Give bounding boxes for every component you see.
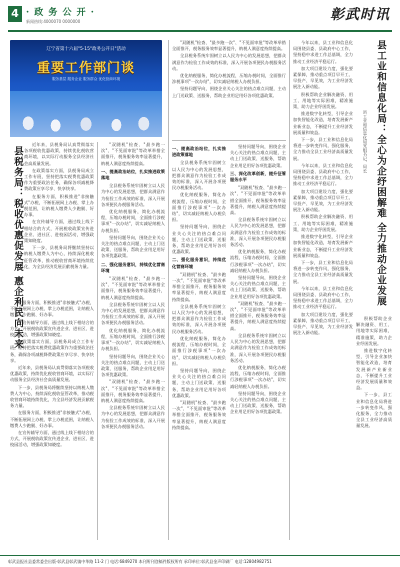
header-rule	[8, 30, 392, 32]
right-article-body	[293, 40, 353, 540]
middle-paragraph: 全县税务系统牢固树立以人民为中心的发展思想，把群众满意作为检验工作成效的标准，深入开展各项便民办税服务活动。	[101, 405, 165, 429]
page-footer: 彰武县报社县委常委会出版·彰武县彰武镇中华路 11-2 门 电话:6849270 本刊所刊登稿件版权所有 承印单位:彰武县金声印刷厂 电话:12804982751	[0, 555, 400, 567]
right-article-byline: 县工业和信息化局党组书记、局长	[363, 110, 368, 173]
left-paragraph: 下一步，县税务局将继续坚持以纳税人缴费人为中心，持续深化税收征管改革，推动税收营商环境持续优化，为全县经济发展贡献税务力量。	[10, 384, 94, 409]
middle-subhead: 一、提高政治站位，扎实推进政策落地	[101, 168, 165, 181]
middle-subhead: 二、强化服务意识，持续优化营商环境	[101, 261, 165, 273]
right-paragraph: 今年以来，县工业和信息化局围绕县委、县政府中心工作，坚持稳中求进工作总基调，全力推动工业经济平稳运行。	[293, 40, 353, 64]
header-meta: 新闻热线:4000070 ‌0000000	[26, 19, 81, 24]
middle-paragraph: 全县税务系统牢固树立以人民为中心的发展思想，把群众满意作为检验工作成效的标准，深入开展各项便民办税服务活动。	[172, 303, 226, 334]
middle-paragraph: 坚持问题导向，围绕企业关心关注的热点难点问题，主动上门送政策、送服务，帮助企业用足用好各项优惠政策。	[101, 353, 165, 378]
left-paragraph: 在宣传辅导方面，通过线上线下相结合的方式，开展税收政策宣传进企业、进社区、进校园活动，增强政策知晓度。	[10, 430, 94, 448]
middle-paragraph: 优化纳税服务，简化办税流程，压缩办税时间，全面推行涉税事项"一次办结"，切实减轻纳税人办税负担。	[230, 364, 286, 389]
left-paragraph: 近年来，县税务局认真贯彻落实各项税收优惠政策，持续优化税收营商环境，以实际行动服务全县经济社会高质量发展。	[10, 365, 94, 383]
left-paragraph: 在宣传辅导方面，通过线上线下相结合的方式，开展税收政策宣传进企业、进社区、进校园活动，增强政策知晓度。	[10, 319, 94, 338]
column-divider	[289, 40, 290, 540]
banner-caption: 服务基层 服务企业 服务群众 优化营商环境	[51, 77, 121, 81]
left-paragraph: 在政策落实方面，县税务局成立工作专班，坚持把落实税费优惠政策作为重要政治任务，确保各项减税降费政策应享尽享、快享快享。	[10, 339, 94, 363]
middle-paragraph: 坚持问题导向，围绕企业关心关注的热点难点问题，主动上门送政策、送服务，帮助企业用足用好各项优惠政策。	[172, 367, 226, 398]
section-title: · 政 务 公 开 ·	[26, 8, 95, 18]
left-paragraph: 近年来，县税务局认真贯彻落实各项税收优惠政策，持续优化税收营商环境，以实际行动服务全县经济社会高质量发展。	[24, 142, 94, 166]
middle-paragraph: 全县税务系统牢固树立以人民为中心的发展思想，把群众满意作为检验工作成效的标准，深入开展各项便民办税服务活动。	[172, 160, 226, 191]
middle-subhead: 一、提高政治站位，扎实推进政策落地	[172, 146, 226, 158]
right-paragraph: 今年以来，县工业和信息化局围绕县委、县政府中心工作，坚持稳中求进工作总基调，全力推动工业经济平稳运行。	[293, 285, 353, 310]
right-paragraph: 今年以来，县工业和信息化局围绕县委、县政府中心工作，坚持稳中求进工作总基调，全力推动工业经济平稳运行。	[293, 162, 353, 187]
right-paragraph: 下一步，县工业和信息化局将进一步转变作风，强化服务，全力推动全县工业经济高质量发展。	[356, 392, 392, 429]
middle-paragraph: 优化纳税服务，简化办税流程，压缩办税时间，全面推行涉税事项"一次办结"，切实减轻纳税人办税负担。	[172, 192, 226, 223]
middle-paragraph: "双随机"检查、"最多跑一次"、"不见面审批"等改革举措全面推开，税务服务效率显著提升，纳税人满意度持续提高。	[101, 276, 165, 300]
page-header	[0, 0, 400, 32]
left-paragraph: 在政策落实方面，县税务局成立工作专班，坚持把落实税费优惠政策作为重要政治任务，确保各项减税降费政策应享尽享、快享快享。	[24, 167, 94, 192]
middle-paragraph: "双随机"检查、"最多跑一次"、"不见面审批"等改革举措全面推开，税务服务效率显著提升，纳税人满意度持续提高。	[101, 379, 165, 403]
right-paragraph: 加大项目建设力度，强化要素保障，推动重点项目早开工、早投产、早见效，为工业经济发展注入新动能。	[293, 188, 353, 213]
right-paragraph: 积极帮助企业解决融资、用工、用地等实际困难，精准施策，助力企业纾困发展。	[293, 91, 353, 110]
middle-paragraph: 坚持问题导向，围绕企业关心关注的热点难点问题，主动上门送政策、送服务，帮助企业用足用好各项优惠政策。	[230, 144, 286, 168]
middle-top-block	[172, 40, 286, 140]
middle-paragraph: 全县税务系统牢固树立以人民为中心的发展思想，把群众满意作为检验工作成效的标准，深入开展各项便民办税服务活动。	[172, 53, 286, 71]
right-paragraph: 积极帮助企业解决融资、用工、用地等实际困难，精准施策，助力企业纾困发展。	[356, 316, 392, 346]
middle-left-column	[101, 142, 165, 540]
middle-paragraph: "双随机"检查、"最多跑一次"、"不见面审批"等改革举措全面推开，税务服务效率显著提升，纳税人满意度持续提高。	[172, 271, 226, 302]
middle-paragraph: 优化纳税服务，简化办税流程，压缩办税时间，全面推行涉税事项"一次办结"，切实减轻纳税人办税负担。	[230, 249, 286, 273]
middle-paragraph: 坚持问题导向，围绕企业关心关注的热点难点问题，主动上门送政策、送服务，帮助企业用足用好各项优惠政策。	[172, 86, 286, 98]
banner-title: 重要工作部门谈	[36, 61, 135, 76]
middle-paragraph: "双随机"检查、"最多跑一次"、"不见面审批"等改革举措全面推开，税务服务效率显著提升，纳税人满意度持续提高。	[230, 185, 286, 216]
column-divider	[168, 40, 169, 540]
column-divider	[97, 142, 98, 540]
middle-paragraph: 坚持问题导向，围绕企业关心关注的热点难点问题，主动上门送政策、送服务，帮助企业用足用好各项优惠政策。	[230, 275, 286, 299]
middle-subhead: 三、深化改革创新，提升征管服务水平	[230, 170, 286, 183]
right-article-title: 县工业和信息化局：全心为企纾困解难 全力推动企业发展	[375, 40, 386, 307]
middle-column-a	[172, 144, 226, 540]
banner-image	[10, 40, 162, 137]
middle-paragraph: "双随机"检查、"最多跑一次"、"不见面审批"等改革举措全面推开，税务服务效率显著提升，纳税人满意度持续提高。	[230, 300, 286, 331]
masthead-logo: 彰武时讯	[330, 7, 390, 23]
middle-paragraph: 优化纳税服务，简化办税流程，压缩办税时间，全面推行涉税事项"一次办结"，切实减轻纳税人办税负担。	[172, 335, 226, 366]
right-paragraph: 加大项目建设力度，强化要素保障，推动重点项目早开工、早投产、早见效，为工业经济发展注入新动能。	[293, 311, 353, 336]
middle-paragraph: 全县税务系统牢固树立以人民为中心的发展思想，把群众满意作为检验工作成效的标准，深入开展各项便民办税服务活动。	[101, 183, 165, 207]
middle-paragraph: 坚持问题导向，围绕企业关心关注的热点难点问题，主动上门送政策、送服务，帮助企业用足用好各项优惠政策。	[230, 390, 286, 415]
middle-paragraph: 全县税务系统牢固树立以人民为中心的发展思想，把群众满意作为检验工作成效的标准，深入开展各项便民办税服务活动。	[230, 217, 286, 248]
left-paragraph: 在服务方面，积极推进"非接触式"办税，不断拓展网上办税、掌上办税范围，让纳税人缴费人少跑腿、好办事。	[10, 300, 94, 318]
middle-paragraph: "双随机"检查、"最多跑一次"、"不见面审批"等改革举措全面推开，税务服务效率显著提升，纳税人满意度持续提高。	[172, 399, 226, 430]
banner-top-line: 辽宁省第十六届"5·15"政务公开日"活动	[46, 47, 126, 52]
banner-photo	[10, 91, 162, 137]
left-paragraph: 下一步，县税务局将继续坚持以纳税人缴费人为中心，持续深化税收征管改革，推动税收营商环境持续优化，为全县经济发展贡献税务力量。	[24, 245, 94, 269]
middle-paragraph: "双随机"检查、"最多跑一次"、"不见面审批"等改革举措全面推开，税务服务效率显著提升，纳税人满意度持续提高。	[101, 142, 165, 166]
right-paragraph: 积极帮助企业解决融资、用工、用地等实际困难，精准施策，助力企业纾困发展。	[293, 214, 353, 232]
middle-paragraph: 坚持问题导向，围绕企业关心关注的热点难点问题，主动上门送政策、送服务，帮助企业用足用好各项优惠政策。	[172, 224, 226, 255]
middle-paragraph: 优化纳税服务，简化办税流程，压缩办税时间，全面推行涉税事项"一次办结"，切实减轻纳税人办税负担。	[172, 73, 286, 85]
right-paragraph: 推进数字化转型，引导企业加快智能化改造，培育发展新产业新业态，不断提升工业经济发展质量和效益。	[293, 111, 353, 135]
left-article-title: 县税务局：税收优惠促发展 惠企利民向未来	[12, 146, 23, 350]
right-paragraph: 下一步，县工业和信息化局将进一步转变作风，强化服务，全力推动全县工业经济高质量发展。	[293, 259, 353, 284]
middle-subhead: 二、强化服务意识，持续优化营商环境	[172, 257, 226, 269]
right-paragraph: 推进数字化转型，引导企业加快智能化改造，培育发展新产业新业态，不断提升工业经济发展质量和效益。	[356, 348, 392, 391]
middle-paragraph: 优化纳税服务，简化办税流程，压缩办税时间，全面推行涉税事项"一次办结"，切实减轻纳税人办税负担。	[101, 209, 165, 233]
right-paragraph: 下一步，县工业和信息化局将进一步转变作风，强化服务，全力推动全县工业经济高质量发展。	[293, 137, 353, 161]
middle-paragraph: 坚持问题导向，围绕企业关心关注的热点难点问题，主动上门送政策、送服务，帮助企业用足用好各项优惠政策。	[101, 234, 165, 259]
middle-paragraph: "双随机"检查、"最多跑一次"、"不见面审批"等改革举措全面推开，税务服务效率显著提升，纳税人满意度持续提高。	[172, 40, 286, 52]
right-paragraph: 推进数字化转型，引导企业加快智能化改造，培育发展新产业新业态，不断提升工业经济发展质量和效益。	[293, 234, 353, 258]
block-divider	[172, 140, 286, 141]
middle-paragraph: 全县税务系统牢固树立以人民为中心的发展思想，把群众满意作为检验工作成效的标准，深入开展各项便民办税服务活动。	[101, 301, 165, 326]
middle-column-b	[230, 144, 286, 540]
right-article-continued	[356, 316, 392, 540]
right-paragraph: 加大项目建设力度，强化要素保障，推动重点项目早开工、早投产、早见效，为工业经济发展注入新动能。	[293, 65, 353, 90]
left-article-continued	[10, 300, 94, 540]
page-number: 4	[8, 6, 22, 22]
middle-paragraph: 全县税务系统牢固树立以人民为中心的发展思想，把群众满意作为检验工作成效的标准，深入开展各项便民办税服务活动。	[230, 332, 286, 363]
left-paragraph: 在服务方面，积极推进"非接触式"办税，不断拓展网上办税、掌上办税范围，让纳税人缴费人少跑腿、好办事。	[24, 193, 94, 218]
left-paragraph: 在宣传辅导方面，通过线上线下相结合的方式，开展税收政策宣传进企业、进社区、进校园活动，增强政策知晓度。	[24, 219, 94, 244]
middle-paragraph: 优化纳税服务，简化办税流程，压缩办税时间，全面推行涉税事项"一次办结"，切实减轻纳税人办税负担。	[101, 327, 165, 352]
left-paragraph: 在服务方面，积极推进"非接触式"办税，不断拓展网上办税、掌上办税范围，让纳税人缴费人少跑腿、好办事。	[10, 410, 94, 428]
